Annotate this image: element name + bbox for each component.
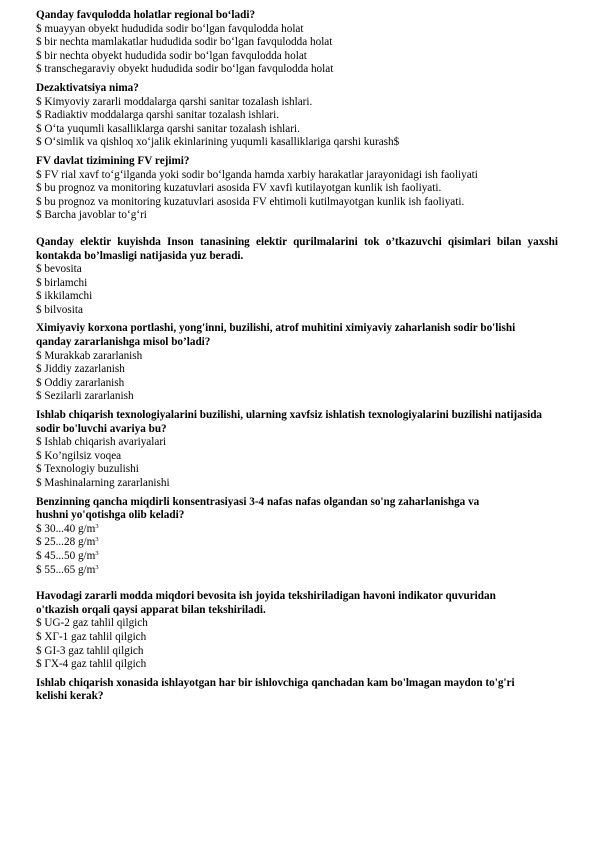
answer-option: $ bir nechta mamlakatlar hududida sodir bo‘lgan favqulodda holat bbox=[36, 36, 333, 49]
option-text: $ 55...65 g/m bbox=[36, 563, 96, 576]
answer-option: $ Radiaktiv moddalarga qarshi sanitar tozalash ishlari. bbox=[36, 109, 280, 122]
answer-option: $ O‘ta yuqumli kasalliklarga qarshi sanitar tozalash ishlari. bbox=[36, 122, 300, 135]
answer-option: $ birlamchi bbox=[36, 276, 88, 289]
answer-option: $ bevosita bbox=[36, 263, 82, 276]
question-title: Qanday elektir kuyishda Inson tanasining elektir qurilmalarini tok o’tkazuvchi qisimlari bilan yaxshi kontakda bo’lmasligi natijasida yuz beradi. bbox=[36, 235, 558, 262]
answer-option: $ UG-2 gaz tahlil qilgich bbox=[36, 617, 148, 630]
answer-option: $ Jiddiy zazarlanish bbox=[36, 363, 125, 376]
answer-option: $ Mashinalarning zararlanishi bbox=[36, 477, 170, 489]
answer-option: $ Ko’ngilsiz voqea bbox=[36, 449, 122, 462]
question-block bbox=[36, 9, 558, 77]
answer-option: $ Oddiy zararlanish bbox=[36, 376, 125, 389]
question-block bbox=[36, 155, 558, 223]
unit-superscript: 3 bbox=[95, 536, 99, 544]
question-block bbox=[36, 496, 558, 578]
question-block bbox=[36, 322, 558, 404]
question-title: Benzinning qancha miqdirli konsentrasiyasi 3-4 nafas nafas olgandan so'ng zaharlanishga va hushni yo'qotishga olib keladi? bbox=[36, 495, 480, 522]
question-block bbox=[36, 236, 558, 318]
question-block bbox=[36, 82, 558, 150]
option-text: $ 45...50 g/m bbox=[36, 549, 96, 562]
document-page bbox=[36, 9, 558, 709]
answer-option: $ bu prognoz va monitoring kuzatuvlari asosida FV xavfi kutilayotgan kunlik ish faoliyati. bbox=[36, 182, 442, 195]
answer-option bbox=[36, 550, 558, 564]
answer-option: $ XГ-1 gaz tahlil qilgich bbox=[36, 630, 147, 643]
answer-option bbox=[36, 536, 558, 550]
question-block bbox=[36, 677, 558, 704]
unit-superscript: 3 bbox=[95, 522, 99, 530]
answer-option: $ Kimyoviy zararli moddalarga qarshi sanitar tozalash ishlari. bbox=[36, 95, 313, 108]
answer-option: $ ГX-4 gaz tahlil qilgich bbox=[36, 658, 147, 671]
answer-option: $ Sezilarli zararlanish bbox=[36, 390, 134, 403]
question-title: Dezaktivatsiya nima? bbox=[36, 81, 139, 94]
answer-option: $ Ishlab chiqarish avariyalari bbox=[36, 436, 167, 449]
unit-superscript: 3 bbox=[95, 563, 99, 571]
option-text: $ 25...28 g/m bbox=[36, 536, 96, 549]
answer-option: $ bilvosita bbox=[36, 303, 83, 316]
answer-option: $ transchegaraviy obyekt hududida sodir bo‘lgan favqulodda holat bbox=[36, 63, 334, 76]
answer-option: $ Murakkab zararlanish bbox=[36, 349, 143, 362]
answer-option bbox=[36, 523, 558, 537]
question-block bbox=[36, 590, 558, 672]
question-title: Ishlab chiqarish xonasida ishlayotgan har bir ishlovchiga qanchadan kam bo'lmagan maydon to'g'ri kelishi kerak? bbox=[36, 676, 515, 703]
question-title: Ishlab chiqarish texnologiyalarini buzilishi, ularning xavfsiz ishlatish texnologiyalarini buzilishi natijasida sodir bo'luvchi avariya bu? bbox=[36, 409, 543, 435]
option-text: $ 30...40 g/m bbox=[36, 522, 96, 535]
answer-option bbox=[36, 564, 558, 578]
answer-option: $ O‘simlik va qishloq xo‘jalik ekinlarining yuqumli kasalliklariga qarshi kurash$ bbox=[36, 136, 400, 149]
answer-option: $ ikkilamchi bbox=[36, 290, 93, 303]
answer-option: $ bu prognoz va monitoring kuzatuvlari asosida FV ehtimoli kutilmayotgan kunlik ish faoliyati. bbox=[36, 195, 465, 208]
answer-option: $ FV rial xavf to‘g‘ilganda yoki sodir bo‘lganda hamda xarbiy harakatlar jarayonidagi ish faoliyati bbox=[36, 168, 478, 181]
answer-option: $ bir nechta obyekt hududida sodir bo‘lgan favqulodda holat bbox=[36, 49, 307, 62]
question-block bbox=[36, 409, 558, 491]
question-title: Havodagi zararli modda miqdori bevosita ish joyida tekshiriladigan havoni indikator quvuridan o'tkazish orqali qaysi apparat bilan tekshiriladi. bbox=[36, 590, 496, 616]
answer-option: $ Texnologiy buzulishi bbox=[36, 463, 139, 476]
answer-option: $ Barcha javoblar to‘g‘ri bbox=[36, 209, 147, 222]
unit-superscript: 3 bbox=[95, 549, 99, 557]
question-title: Qanday favqulodda holatlar regional bo‘ladi? bbox=[36, 9, 256, 21]
answer-option: $ muayyan obyekt hududida sodir bo‘lgan favqulodda holat bbox=[36, 22, 304, 35]
question-title: FV davlat tizimining FV rejimi? bbox=[36, 154, 190, 167]
answer-option: $ GI-3 gaz tahlil qilgich bbox=[36, 644, 144, 657]
question-title: Ximiyaviy korxona portlashi, yong'inni, buzilishi, atrof muhitini ximiyaviy zaharlanish sodir bo'lishi qanday zararlanishga misol bo’ladi? bbox=[36, 322, 516, 349]
